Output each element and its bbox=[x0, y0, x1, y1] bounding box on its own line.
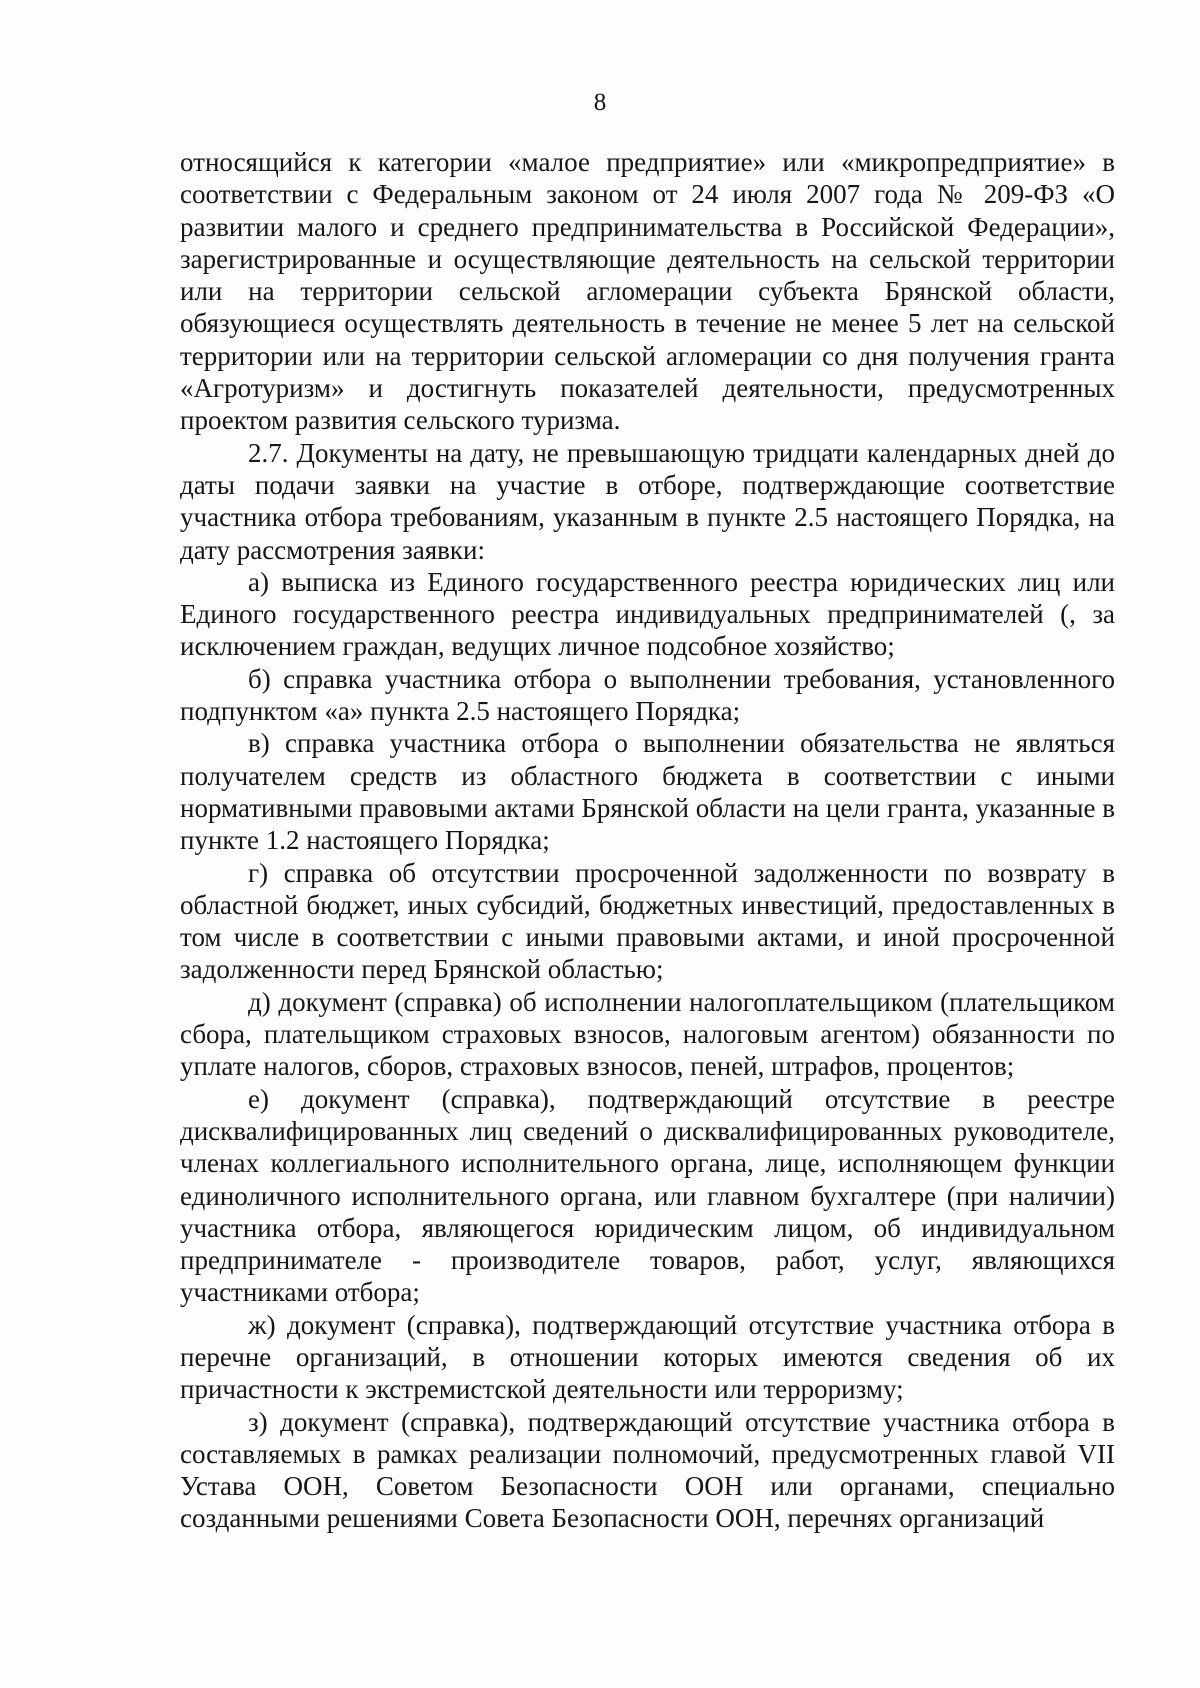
list-item-a: а) выписка из Единого государственного реестра юридических лиц или Единого государственного реестра индивидуальных предпринимателей (, за исключением граждан, ведущих личное подсобное хозяйство; bbox=[180, 566, 1115, 662]
page-number: 8 bbox=[593, 89, 607, 116]
list-item-zh: ж) документ (справка), подтверждающий отсутствие участника отбора в перечне организаций, в отношении которых имеются сведения об их причастности к экстремистской деятельности или терроризму; bbox=[180, 1309, 1115, 1405]
list-item-g: г) справка об отсутствии просроченной задолженности по возврату в областной бюджет, иных субсидий, бюджетных инвестиций, предоставленных в том числе в соответствии с иными правовыми актами, и иной просроченной задолженности перед Брянской областью; bbox=[180, 857, 1115, 985]
list-item-v: в) справка участника отбора о выполнении обязательства не являться получателем средств из областного бюджета в соответствии с иными нормативными правовыми актами Брянской области на цели гранта, указанные в пункте 1.2 настоящего Порядка; bbox=[180, 728, 1115, 856]
paragraph-2-7: 2.7. Документы на дату, не превышающую тридцати календарных дней до даты подачи заявки на участие в отборе, подтверждающие соответствие участника отбора требованиям, указанным в пункте 2.5 настоящего Порядка, на дату рассмотрения заявки: bbox=[180, 437, 1115, 565]
list-item-z: з) документ (справка), подтверждающий отсутствие участника отбора в составляемых в рамках реализации полномочий, предусмотренных главой VII Устава ООН, Советом Безопасности ООН или органами, специально созданными решениями Совета Безопасности ООН, перечнях организаций bbox=[180, 1406, 1115, 1534]
list-item-e: е) документ (справка), подтверждающий отсутствие в реестре дисквалифицированных лиц сведений о дисквалифицированных руководителе, членах коллегиального исполнительного органа, лице, исполняющем функции единоличного исполнительного органа, или главном бухгалтере (при наличии) участника отбора, являющегося юридическим лицом, об индивидуальном предпринимателе - производителе товаров, работ, услуг, являющихся участниками отбора; bbox=[180, 1083, 1115, 1308]
document-body bbox=[180, 146, 1115, 1535]
list-item-b: б) справка участника отбора о выполнении требования, установленного подпунктом «а» пункта 2.5 настоящего Порядка; bbox=[180, 663, 1115, 727]
paragraph-continuation: относящийся к категории «малое предприятие» или «микропредприятие» в соответствии с Федеральным законом от 24 июля 2007 года № 209-ФЗ «О развитии малого и среднего предпринимательства в Российской Федерации», зарегистрированные и осуществляющие деятельность на сельской территории или на территории сельской агломерации субъекта Брянской области, обязующиеся осуществлять деятельность в течение не менее 5 лет на сельской территории или на территории сельской агломерации со дня получения гранта «Агротуризм» и достигнуть показателей деятельности, предусмотренных проектом развития сельского туризма. bbox=[180, 147, 1115, 436]
list-item-d: д) документ (справка) об исполнении налогоплательщиком (плательщиком сбора, плательщиком страховых взносов, налоговым агентом) обязанности по уплате налогов, сборов, страховых взносов, пеней, штрафов, процентов; bbox=[180, 986, 1115, 1082]
